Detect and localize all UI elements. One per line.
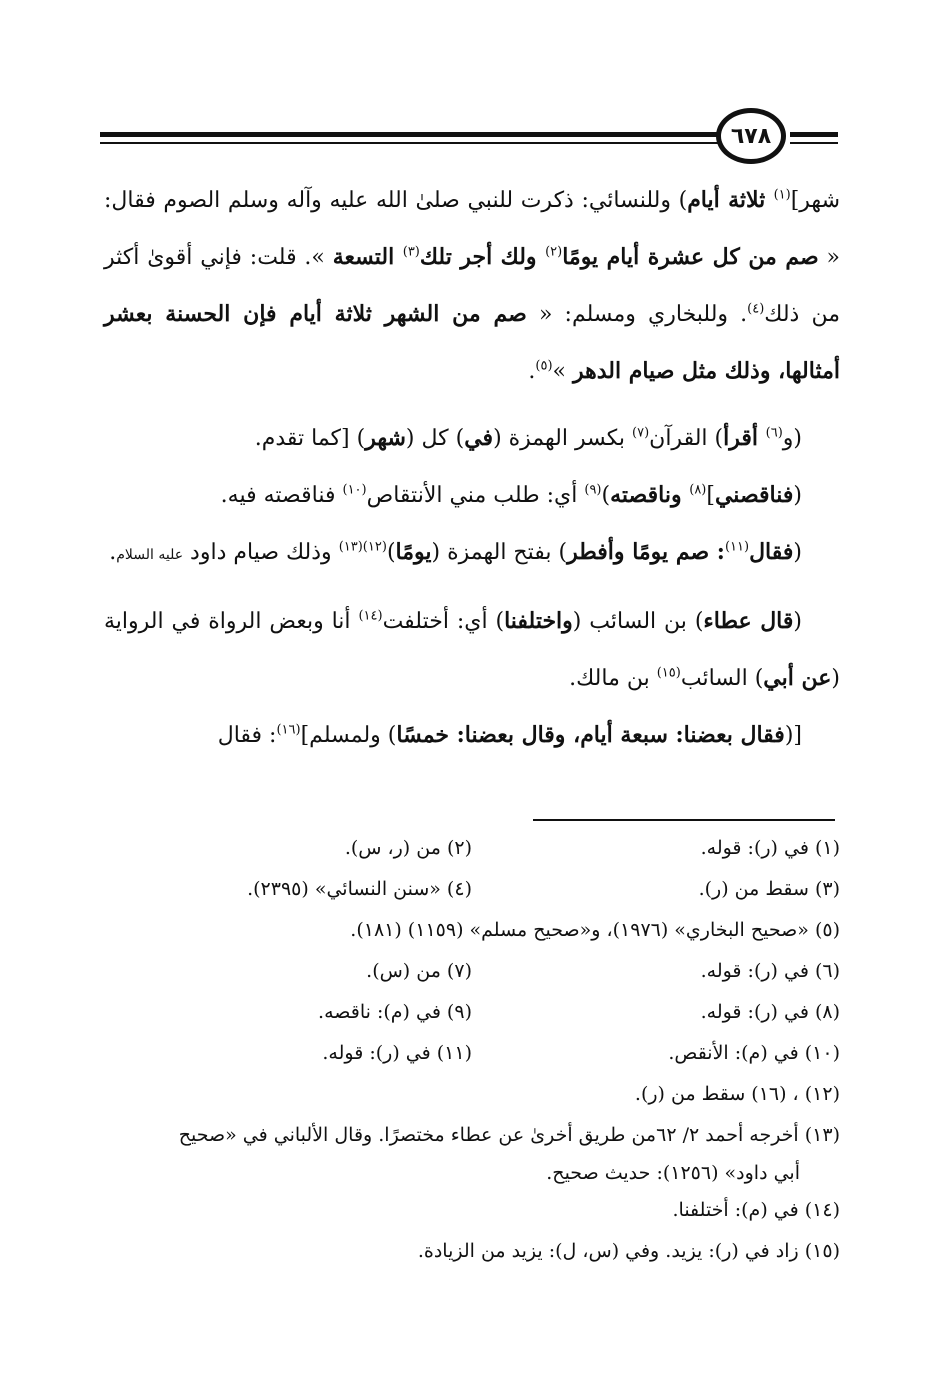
footnote-ref: (٩) <box>584 482 602 498</box>
hadith-text: فقال <box>749 539 794 565</box>
text-run: بكسر الهمزة ( <box>493 426 633 451</box>
footnote-row <box>104 828 840 869</box>
footnote-ref: (١) <box>773 187 791 203</box>
footnote-ref: (٧) <box>632 425 650 441</box>
paragraph-2 <box>104 410 840 467</box>
footnote-11: (١١) في (ر): قوله. <box>322 1042 472 1064</box>
hadith-text: قال عطاء <box>703 608 794 634</box>
footnote-10: (١٠) في (م): الأنقص. <box>668 1042 840 1064</box>
page-number: ٦٧٨ <box>730 123 772 149</box>
text-run: ( <box>793 609 802 634</box>
footnote-ref: (٨) <box>689 482 707 498</box>
header-rule-right <box>790 132 838 137</box>
page-number-badge <box>716 108 786 164</box>
footnote-2: (٢) من (ر، س). <box>344 837 472 859</box>
text-run: شهر] <box>790 188 840 213</box>
footnote-4: (٤) «سنن النسائي» (٢٣٩٥). <box>247 878 472 900</box>
footnote-12-16: (١٢) ، (١٦) سقط من (ر). <box>634 1083 840 1105</box>
text-run: ) القرآن <box>649 426 724 451</box>
header-rule-thin <box>100 142 720 144</box>
text-run: » <box>552 359 573 384</box>
hadith-text: فناقصني <box>714 482 794 508</box>
footnote-ref: (١٠) <box>342 482 367 498</box>
text-run: ) كل ( <box>405 426 465 451</box>
text-run: [( <box>784 723 802 748</box>
text-run: ) ولمسلم] <box>300 723 397 748</box>
hadith-text: صم من الشهر ثلاثة أيام فإن الحسنة بعشر أمثالها، وذلك مثل صيام الدهر <box>104 301 840 384</box>
footnote-14: (١٤) في (م): أختلفنا. <box>672 1199 840 1221</box>
footnote-ref: (٦) <box>765 425 783 441</box>
text-run: ) أي: أختلفت <box>382 609 505 634</box>
footnote-ref: (١٥) <box>656 665 681 681</box>
text-run: أي: طلب مني الأنتقاص <box>366 483 585 508</box>
text-run: ) <box>601 483 611 508</box>
hadith-text: ثلاثة أيام <box>687 187 774 213</box>
footnote-ref: (٢) <box>545 244 563 260</box>
text-run: (و <box>782 426 802 451</box>
hadith-text: يومًا <box>395 539 432 565</box>
footnote-ref: (٣) <box>402 244 420 260</box>
footnote-3: (٣) سقط من (ر). <box>698 878 840 900</box>
text-run: وذلك صيام داود <box>183 540 339 565</box>
main-text <box>104 172 840 764</box>
footnote-row <box>104 951 840 992</box>
paragraph-4 <box>104 524 840 583</box>
footnote-row <box>104 869 840 910</box>
footnote-ref: (١٢)(١٣) <box>338 539 387 555</box>
footnotes <box>104 828 840 1272</box>
hadith-text: التسعة <box>332 244 403 270</box>
footnote-ref: (١١) <box>724 539 750 555</box>
footnote-row <box>104 992 840 1033</box>
footnote-1: (١) في (ر): قوله. <box>700 837 840 859</box>
text-run: . <box>109 540 117 565</box>
footnote-ref: (١٤) <box>358 608 383 624</box>
hadith-text: فقال بعضنا: سبعة أيام، وقال بعضنا: خمسًا <box>396 722 785 748</box>
footnote-7: (٧) من (س). <box>366 960 472 982</box>
paragraph-5 <box>104 593 840 707</box>
text-run: : فقال <box>217 723 277 748</box>
text-run: ) وللنسائي: ذكرت للنبي صلىٰ الله عليه وآله وسلم الصوم فقال: « <box>104 188 840 270</box>
text-run: ] <box>706 483 715 508</box>
footnote-15: (١٥) زاد في (ر): يزيد. وفي (س، ل): يزيد من الزيادة. <box>417 1240 840 1262</box>
text-run: فناقصته فيه. <box>220 483 343 508</box>
text-run: . وللبخاري ومسلم: « <box>526 302 748 327</box>
hadith-text: : صم يومًا وأفطر <box>567 539 725 565</box>
footnote-ref: (١٦) <box>276 722 301 738</box>
hadith-text: ولك أجر تلك <box>419 244 546 270</box>
footnote-row <box>104 1033 840 1074</box>
hadith-text: شهر <box>365 425 406 451</box>
footnote-9: (٩) في (م): ناقصه. <box>318 1001 472 1023</box>
footnote-8: (٨) في (ر): قوله. <box>700 1001 840 1023</box>
paragraph-1 <box>104 172 840 400</box>
text-run: ) [كما تقدم. <box>254 426 366 451</box>
header-rule <box>100 132 720 137</box>
text-run: بن مالك. <box>569 666 657 691</box>
honorific-glyph: عليه السلام <box>116 547 184 563</box>
footnote-ref: (٤) <box>747 301 765 317</box>
hadith-text: في <box>464 425 494 451</box>
text-run: أنا وبعض الرواة في الرواية ( <box>104 609 840 691</box>
text-run: ) السائب <box>680 666 764 691</box>
paragraph-6 <box>104 707 840 764</box>
hadith-text: أقرأ <box>723 425 766 451</box>
footnote-separator <box>533 819 835 821</box>
text-run: ». قلت: فإني أقوىٰ أكثر من ذلك <box>104 245 840 327</box>
text-run: ) <box>386 540 396 565</box>
footnote-6: (٦) في (ر): قوله. <box>700 960 840 982</box>
text-run: . <box>528 359 536 384</box>
hadith-text: صم من كل عشرة أيام يومًا <box>562 244 819 270</box>
text-run: ) بفتح الهمزة ( <box>431 540 568 565</box>
text-run: ) بن السائب ( <box>572 609 704 634</box>
footnote-13: (١٣) أخرجه أحمد ٢/ ٦٢من طريق أخرىٰ عن عطاء مختصرًا. وقال الألباني في «صحيح <box>178 1124 840 1146</box>
hadith-text: عن أبي <box>763 665 832 691</box>
footnote-5: (٥) «صحيح البخاري» (١٩٧٦)، و«صحيح مسلم» (١١٥٩) (١٨١). <box>350 919 840 941</box>
hadith-text: وناقصته <box>610 482 690 508</box>
text-run: ( <box>793 483 802 508</box>
paragraph-3 <box>104 467 840 524</box>
text-run: ( <box>793 540 802 565</box>
footnote-ref: (٥) <box>535 358 553 374</box>
header-rule-right-thin <box>790 142 838 144</box>
hadith-text: واختلفنا <box>504 608 573 634</box>
footnote-13-continued: أبي داود» (١٢٥٦): حديث صحيح. <box>546 1162 800 1184</box>
